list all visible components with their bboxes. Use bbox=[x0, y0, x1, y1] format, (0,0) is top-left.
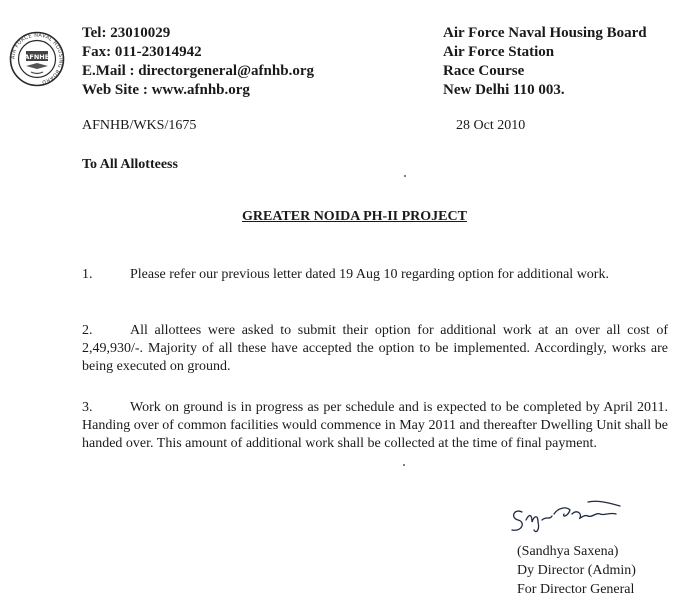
email[interactable]: E.Mail : directorgeneral@afnhb.org bbox=[82, 63, 314, 79]
address-line-1: Air Force Naval Housing Board bbox=[443, 25, 647, 41]
address-block bbox=[443, 24, 647, 100]
scan-speck bbox=[404, 175, 406, 177]
paragraph-3 bbox=[82, 399, 668, 453]
addressee: To All Allotteess bbox=[82, 157, 178, 172]
address-line-3: Race Course bbox=[443, 63, 525, 79]
fax: Fax: 011-23014942 bbox=[82, 44, 202, 60]
svg-text:AIR FORCE NAVAL HOUSING BOARD: AIR FORCE NAVAL HOUSING BOARD bbox=[10, 32, 64, 86]
letter-date: 28 Oct 2010 bbox=[456, 118, 526, 133]
reference-number: AFNHB/WKS/1675 bbox=[82, 118, 197, 133]
telephone: Tel: 23010029 bbox=[82, 25, 171, 41]
paragraph-number: 1. bbox=[82, 267, 93, 282]
paragraph-number: 3. bbox=[82, 400, 93, 415]
scan-speck bbox=[403, 464, 405, 466]
paragraph-1 bbox=[82, 266, 668, 284]
paragraph-number: 2. bbox=[82, 323, 93, 338]
website[interactable]: Web Site : www.afnhb.org bbox=[82, 82, 250, 98]
handwritten-signature-icon bbox=[492, 490, 642, 542]
address-line-4: New Delhi 110 003. bbox=[443, 82, 565, 98]
paragraph-2 bbox=[82, 322, 668, 376]
svg-text:AFNHB: AFNHB bbox=[24, 53, 50, 61]
subject-heading: GREATER NOIDA PH-II PROJECT bbox=[242, 209, 467, 224]
signatory-on-behalf: For Director General bbox=[517, 582, 635, 597]
signatory-designation: Dy Director (Admin) bbox=[517, 563, 636, 578]
signoff-block bbox=[517, 542, 636, 599]
paragraph-text: All allottees were asked to submit their option for additional work at an over all cost of 2,49,930/-. Majority of all these have accepted the option to be implemented. Accordingly, works are being executed on ground. bbox=[82, 323, 668, 374]
address-line-2: Air Force Station bbox=[443, 44, 555, 60]
contact-block bbox=[82, 24, 314, 100]
paragraph-text: Please refer our previous letter dated 19 Aug 10 regarding option for additional work. bbox=[130, 267, 609, 282]
paragraph-text: Work on ground is in progress as per schedule and is expected to be completed by April 2011. Handing over of common facilities would commence in May 2011 and thereafter Dwelling Unit shall be handed over. This amount of additional work shall be collected at the time of final payment. bbox=[82, 400, 668, 451]
afnhb-emblem-icon bbox=[9, 31, 65, 87]
signatory-name: (Sandhya Saxena) bbox=[517, 544, 619, 559]
